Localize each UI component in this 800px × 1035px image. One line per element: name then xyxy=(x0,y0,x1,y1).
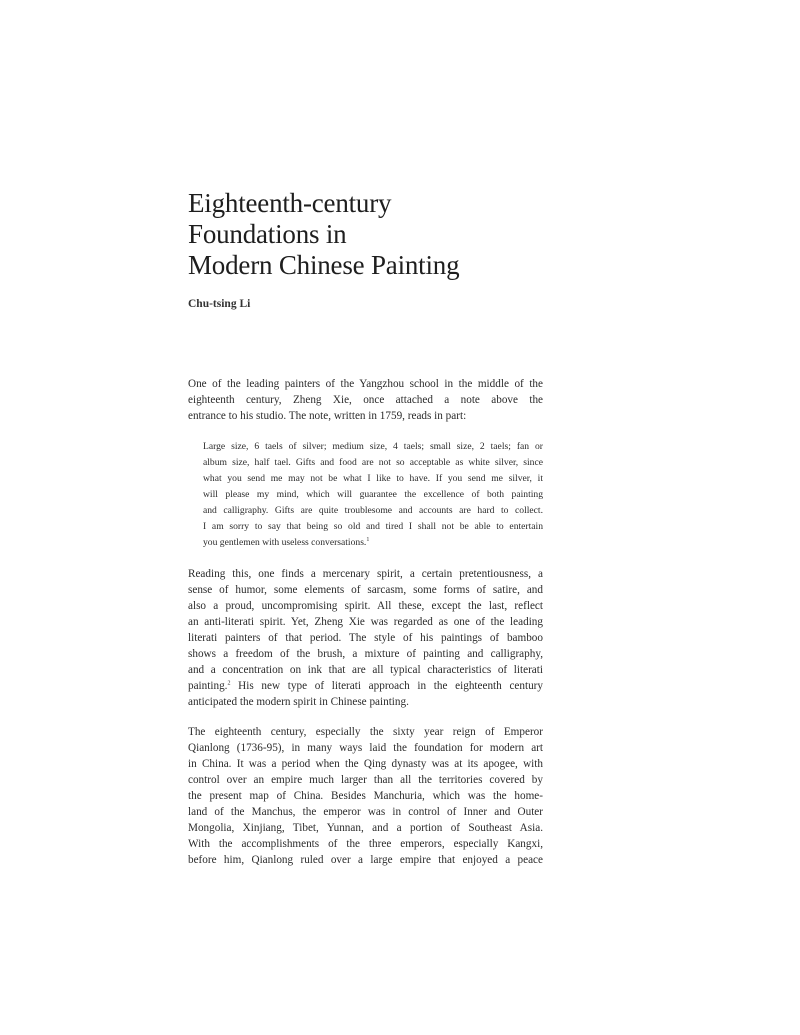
text-line: Reading this, one finds a mercenary spirit, a certain pretentiousness, a xyxy=(188,568,543,580)
quote-line: I am sorry to say that being so old and tired I shall not be able to entertain xyxy=(203,521,543,532)
text-line: One of the leading painters of the Yangzhou school in the middle of the xyxy=(188,378,543,390)
text-line: Mongolia, Xinjiang, Tibet, Yunnan, and a portion of Southeast Asia. xyxy=(188,822,543,834)
text-line xyxy=(188,678,543,694)
quote-line: will please my mind, which will guarantee the excellence of both painting xyxy=(203,489,543,500)
text-line: The eighteenth century, especially the sixty year reign of Emperor xyxy=(188,726,543,738)
title-line: Modern Chinese Painting xyxy=(188,250,460,280)
text-line: in China. It was a period when the Qing dynasty was at its apogee, with xyxy=(188,758,543,770)
block-quote xyxy=(203,439,543,551)
author-name: Chu-tsing Li xyxy=(188,298,251,310)
quote-line: and calligraphy. Gifts are quite troublesome and accounts are hard to collect. xyxy=(203,505,543,516)
text-line: an anti-literati spirit. Yet, Zheng Xie was regarded as one of the leading xyxy=(188,616,543,628)
footnote-marker: 2 xyxy=(227,680,231,687)
text-line: shows a freedom of the brush, a mixture of painting and calligraphy, xyxy=(188,648,543,660)
text-line: the present map of China. Besides Manchuria, which was the home- xyxy=(188,790,543,802)
text-fragment: painting. xyxy=(188,680,228,692)
quote-line: what you send me may not be what I like to have. If you send me silver, it xyxy=(203,473,543,484)
text-line: eighteenth century, Zheng Xie, once attached a note above the xyxy=(188,394,543,406)
quote-line-text: you gentlemen with useless conversations. xyxy=(203,537,367,548)
text-line: control over an empire much larger than all the territories covered by xyxy=(188,774,543,786)
text-line: Qianlong (1736-95), in many ways laid the foundation for modern art xyxy=(188,742,543,754)
quote-line: Large size, 6 taels of silver; medium size, 4 taels; small size, 2 taels; fan or xyxy=(203,441,543,452)
text-line: and a concentration on ink that are all typical characteristics of literati xyxy=(188,664,543,676)
footnote-marker: 1 xyxy=(366,536,370,543)
text-line: With the accomplishments of the three emperors, especially Kangxi, xyxy=(188,838,543,850)
title-line: Eighteenth-century xyxy=(188,188,392,218)
text-line: anticipated the modern spirit in Chinese painting. xyxy=(188,696,409,708)
text-fragment: His new type of literati approach in the eighteenth century xyxy=(230,680,543,692)
paragraph-analysis xyxy=(188,566,543,710)
text-line: land of the Manchus, the emperor was in control of Inner and Outer xyxy=(188,806,543,818)
text-line: entrance to his studio. The note, written in 1759, reads in part: xyxy=(188,410,467,422)
paragraph-history xyxy=(188,724,543,868)
quote-line xyxy=(203,535,543,551)
text-line: literati painters of that period. The style of his paintings of bamboo xyxy=(188,632,543,644)
text-line: sense of humor, some elements of sarcasm, some forms of satire, and xyxy=(188,584,543,596)
article-title xyxy=(188,188,608,281)
text-line: before him, Qianlong ruled over a large empire that enjoyed a peace xyxy=(188,854,543,866)
text-line: also a proud, uncompromising spirit. All these, except the last, reflect xyxy=(188,600,543,612)
quote-line: album size, half tael. Gifts and food are not so acceptable as white silver, since xyxy=(203,457,543,468)
paragraph-intro xyxy=(188,376,543,424)
title-line: Foundations in xyxy=(188,219,347,249)
